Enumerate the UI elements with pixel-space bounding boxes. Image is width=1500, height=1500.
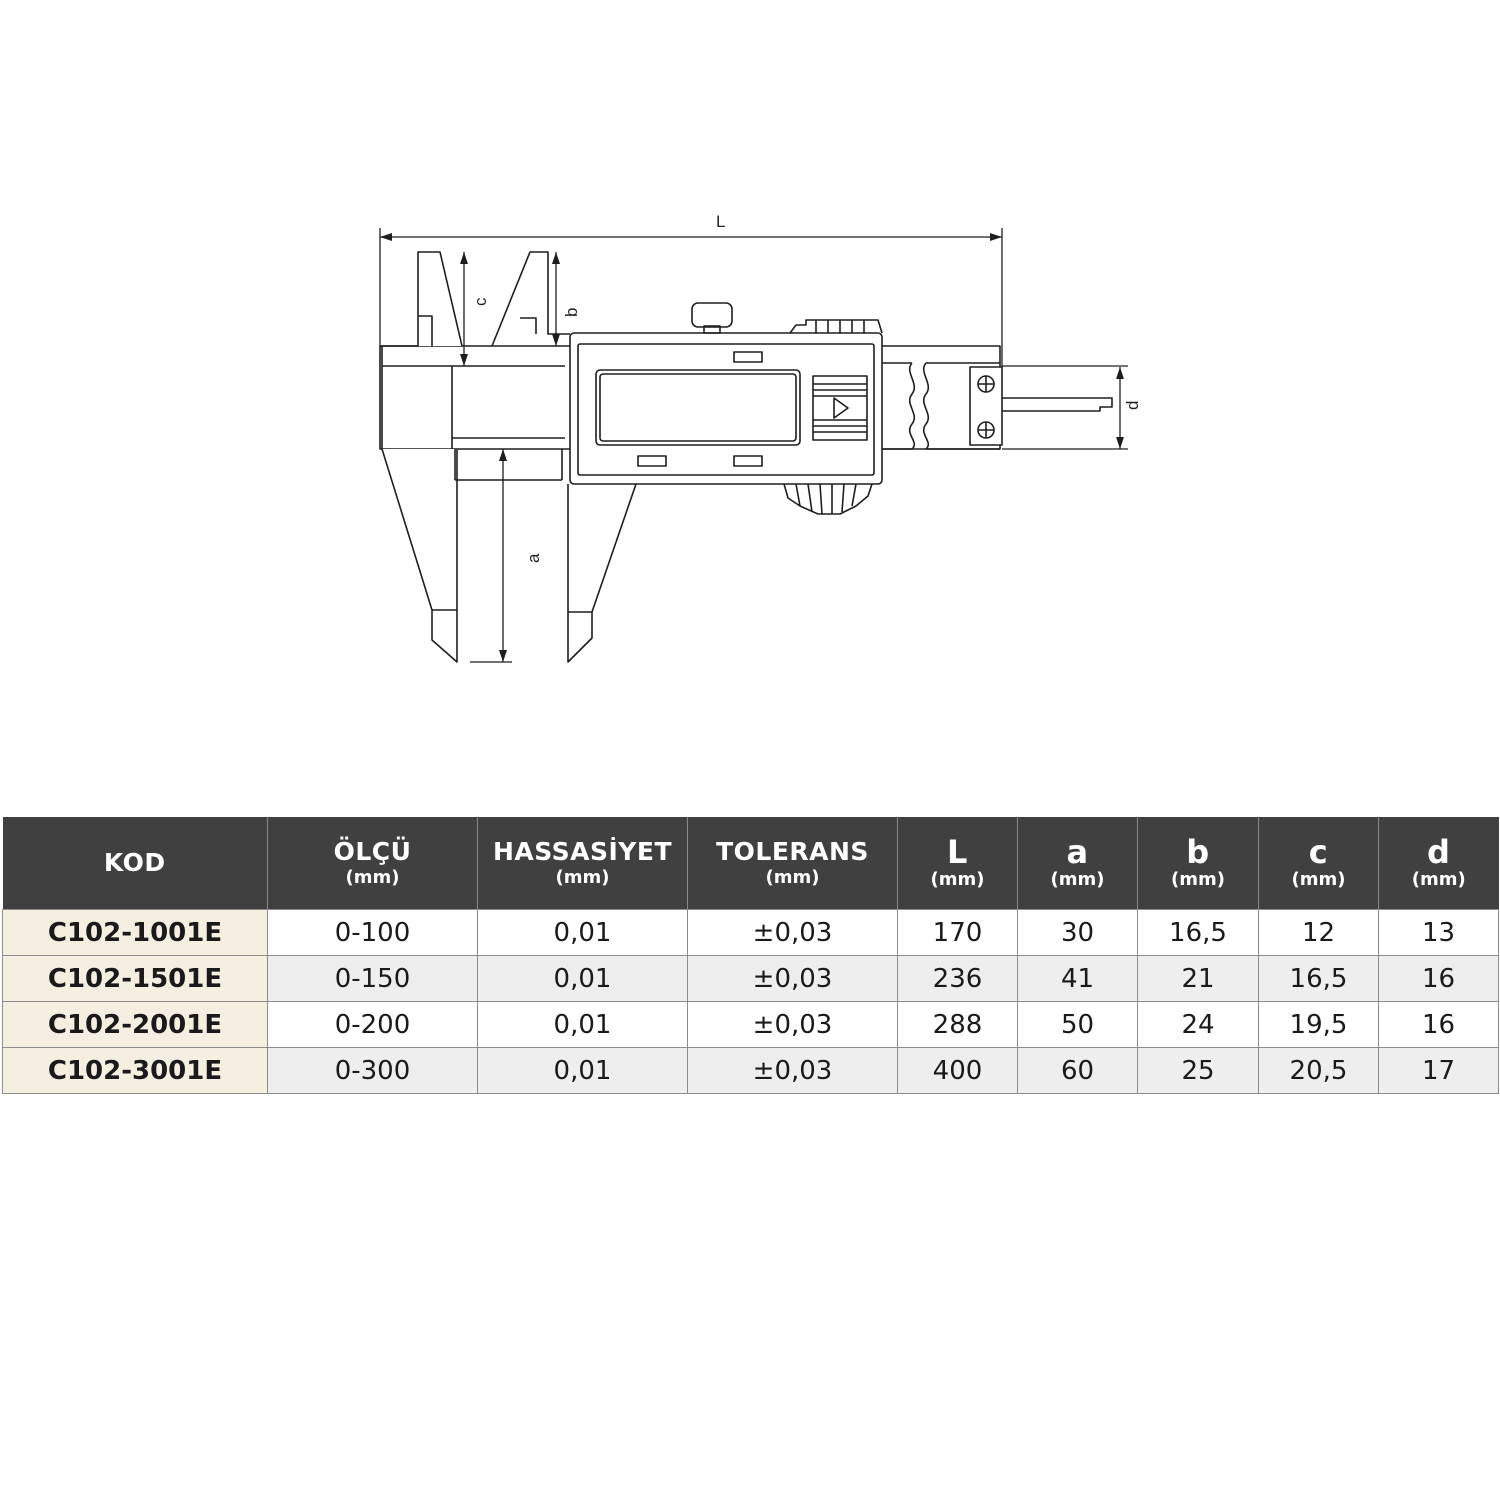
cell-a: 60 [1018,1048,1138,1094]
header-label: HASSASİYET [492,837,673,866]
cell-hassasiyet: 0,01 [478,1048,688,1094]
header-a [1018,817,1138,910]
table-header-row [3,817,1499,910]
cell-tolerans: ±0,03 [688,1048,898,1094]
header-label: c [1308,833,1329,871]
cell-L: 170 [898,910,1018,956]
header-label: b [1186,833,1210,871]
depth-rod [1000,398,1112,411]
header-unit: (mm) [345,867,400,888]
cell-b: 16,5 [1138,910,1259,956]
header-label: d [1427,833,1451,871]
header-unit: (mm) [1291,869,1346,890]
header-unit: (mm) [1411,869,1466,890]
cell-code: C102-1001E [3,910,268,956]
cell-tolerans: ±0,03 [688,910,898,956]
cell-b: 24 [1138,1002,1259,1048]
table-row [3,1002,1499,1048]
cell-tolerans: ±0,03 [688,1002,898,1048]
cell-b: 21 [1138,956,1259,1002]
header-L [898,817,1018,910]
header-label: KOD [103,848,166,877]
label-a: a [524,553,543,563]
label-L: L [716,212,726,231]
table-row [3,956,1499,1002]
header-label: a [1066,833,1089,871]
lock-screw [692,303,732,327]
cell-hassasiyet: 0,01 [478,956,688,1002]
header-label: TOLERANS [716,837,869,866]
cell-b: 25 [1138,1048,1259,1094]
cell-a: 41 [1018,956,1138,1002]
cell-hassasiyet: 0,01 [478,1002,688,1048]
cell-hassasiyet: 0,01 [478,910,688,956]
cell-c: 20,5 [1259,1048,1379,1094]
header-unit: (mm) [1050,869,1105,890]
header-unit: (mm) [765,867,820,888]
cell-c: 12 [1259,910,1379,956]
cell-olcu: 0-200 [268,1002,478,1048]
label-b: b [562,307,581,317]
header-label: L [947,833,968,871]
header-unit: (mm) [930,869,985,890]
movable-inside-jaw [492,252,570,346]
cell-tolerans: ±0,03 [688,956,898,1002]
table-row [3,1048,1499,1094]
header-d [1379,817,1499,910]
cell-code: C102-1501E [3,956,268,1002]
cell-olcu: 0-300 [268,1048,478,1094]
header-olcu [268,817,478,910]
cell-L: 236 [898,956,1018,1002]
cell-d: 16 [1379,956,1499,1002]
cell-olcu: 0-100 [268,910,478,956]
label-c: c [471,297,490,306]
fixed-inside-jaw [382,252,462,346]
table-row [3,910,1499,956]
header-kod [3,817,268,910]
thumb-roller-top [790,320,882,333]
cell-L: 288 [898,1002,1018,1048]
cell-d: 13 [1379,910,1499,956]
slider-body [570,333,882,484]
cell-code: C102-3001E [3,1048,268,1094]
header-c [1259,817,1379,910]
header-unit: (mm) [555,867,610,888]
cell-olcu: 0-150 [268,956,478,1002]
header-unit: (mm) [1171,869,1225,890]
cell-a: 50 [1018,1002,1138,1048]
cell-c: 16,5 [1259,956,1379,1002]
cell-code: C102-2001E [3,1002,268,1048]
header-tolerans [688,817,898,910]
fixed-outside-jaw [382,449,457,662]
header-b [1138,817,1259,910]
cell-d: 17 [1379,1048,1499,1094]
cell-a: 30 [1018,910,1138,956]
cell-L: 400 [898,1048,1018,1094]
cell-d: 16 [1379,1002,1499,1048]
cell-c: 19,5 [1259,1002,1379,1048]
label-d: d [1123,400,1142,410]
movable-outside-jaw [568,484,636,662]
spec-table [2,817,1499,1094]
header-label: ÖLÇÜ [333,837,412,866]
header-hassasiyet [478,817,688,910]
